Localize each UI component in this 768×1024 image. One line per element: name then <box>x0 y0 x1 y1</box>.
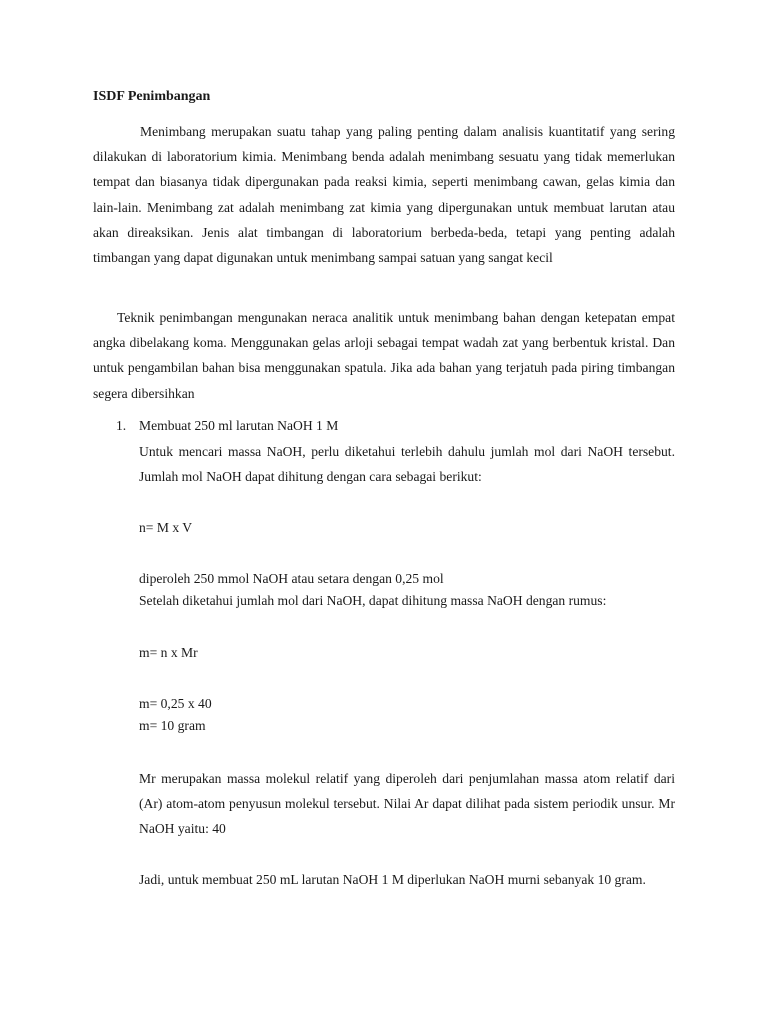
result-mol-text: diperoleh 250 mmol NaOH atau setara dengan 0,25 mol <box>139 571 444 586</box>
equation-mass-substitution: m= 0,25 x 40 <box>139 696 212 711</box>
list-item-intro-text: Untuk mencari massa NaOH, perlu diketahui terlebih dahulu jumlah mol dari NaOH tersebut. Jumlah mol NaOH dapat dihitung dengan cara sebagai berikut: <box>139 444 675 485</box>
conclusion-text: Jadi, untuk membuat 250 mL larutan NaOH 1 M diperlukan NaOH murni sebanyak 10 gram. <box>139 872 646 887</box>
list-item-title: Membuat 250 ml larutan NaOH 1 M <box>139 418 339 433</box>
equation-mass-result: m= 10 gram <box>139 718 206 733</box>
list-item-result-block <box>139 568 675 612</box>
mass-formula-intro-text: Setelah diketahui jumlah mol dari NaOH, dapat dihitung massa NaOH dengan rumus: <box>139 593 607 608</box>
paragraph-weighing-technique: Teknik penimbangan mengunakan neraca analitik untuk menimbang bahan dengan ketepatan empat angka dibelakang koma. Menggunakan gelas arloji sebagai tempat wadah zat yang berbentuk kristal. Dan untuk pengambilan bahan bisa menggunakan spatula. Jika ada bahan yang terjatuh pada piring timbangan segera dibersihkan <box>93 310 675 401</box>
equation-mass-calculation <box>139 693 675 737</box>
list-item-number: 1. <box>116 418 127 433</box>
equation-mass-formula: m= n x Mr <box>139 645 198 660</box>
paragraph-weighing-definition: Menimbang merupakan suatu tahap yang paling penting dalam analisis kuantitatif yang sering dilakukan di laboratorium kimia. Menimbang benda adalah menimbang sesuatu yang tidak memerlukan tempat dan biasanya tidak dipergunakan pada reaksi kimia, seperti menimbang cawan, gelas kimia dan lain-lain. Menimbang zat adalah menimbang zat kimia yang dipergunakan untuk membuat larutan atau akan direaksikan. Jenis alat timbangan di laboratorium berbeda-beda, tetapi yang penting adalah timbangan yang dapat digunakan untuk menimbang sampai satuan yang sangat kecil <box>93 124 675 266</box>
mr-explanation-text: Mr merupakan massa molekul relatif yang diperoleh dari penjumlahan massa atom relatif dari (Ar) atom-atom penyusun molekul tersebut. Nilai Ar dapat dilihat pada sistem periodik unsur. Mr NaOH yaitu: 40 <box>139 771 675 837</box>
equation-mol: n= M x V <box>139 520 193 535</box>
document-title: ISDF Penimbangan <box>93 89 211 104</box>
